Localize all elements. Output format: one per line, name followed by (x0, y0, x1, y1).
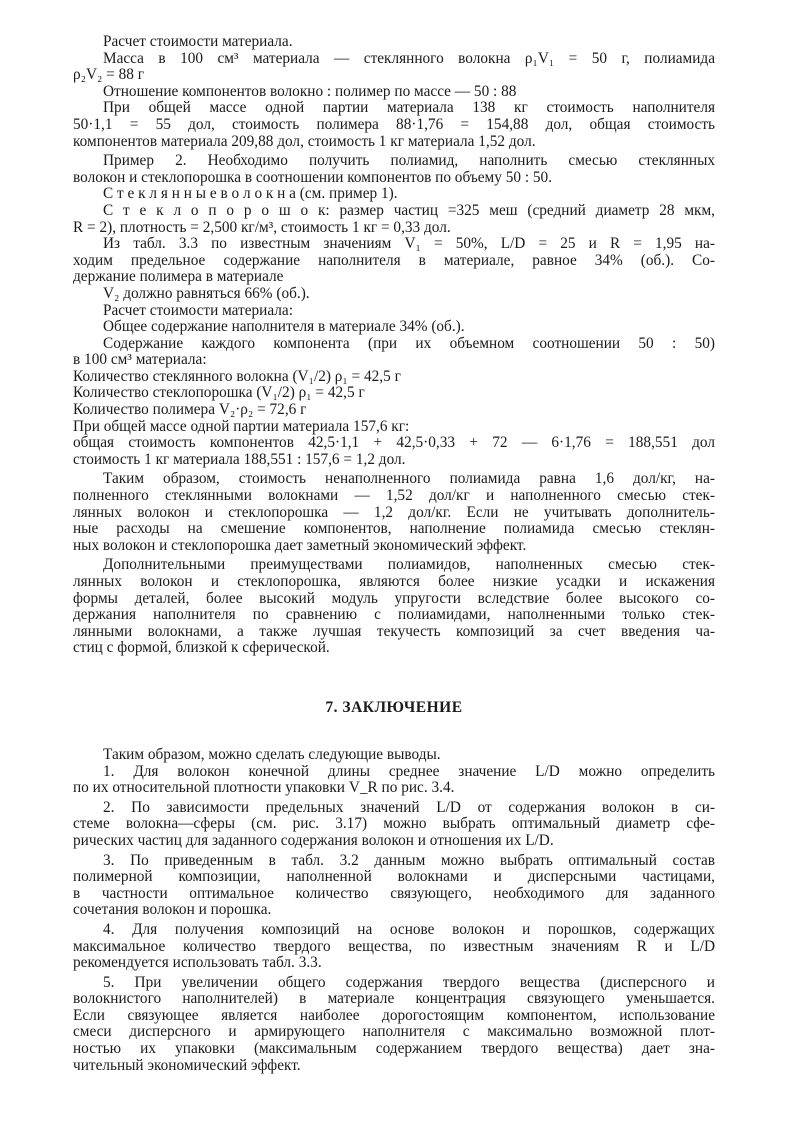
text-line: рекомендуется использовать табл. 3.3. (73, 954, 322, 972)
paragraph (73, 369, 715, 469)
paragraph (73, 975, 715, 1075)
text-line: рических частиц для заданного содержания волокон и отношения их L/D. (73, 831, 554, 849)
text-line: 5. При увеличении общего содержания твердого вещества (дисперсного и (103, 973, 715, 991)
text-line: С т е к л я н н ы е в о л о к н а (см. пример 1). (103, 185, 398, 203)
paragraph (73, 471, 715, 554)
text-line: держание полимера в материале (73, 268, 284, 286)
paragraph (73, 236, 715, 286)
paragraph (73, 557, 715, 657)
text-line: ных волокон и стеклопорошка дает заметный экономический эффект. (73, 536, 527, 554)
text-line: ρ₂V₂ = 88 г (73, 66, 145, 84)
paragraph (73, 286, 715, 303)
text-line: Если связующее является наиболее дорогостоящим компонентом, использование (73, 1006, 715, 1024)
text-line: 4. Для получения композиций на основе волокон и порошков, содержащих (103, 920, 715, 938)
text-line: максимальное количество твердого вещества, по известным значениям R и L/D (73, 937, 715, 955)
text-line: волокон и стеклопорошка в соотношении компонентов по объему 50 : 50. (73, 168, 553, 186)
text-line: ные расходы на смешение компонентов, наполнение полиамида смесью стеклян- (73, 520, 715, 538)
text-line: стоимость 1 кг материала 188,551 : 157,6 = 1,2 дол. (73, 450, 406, 468)
text-line: ностью их упаковки (максимальным содержанием твердого вещества) дает зна- (73, 1040, 715, 1058)
text-line: лянных волокон и стеклопорошка, являются более низкие усадки и искажения (73, 573, 715, 590)
text-line: Расчет стоимости материала. (103, 33, 293, 50)
text-line: полимерной композиции, наполненной волокнами и дисперсными частицами, (73, 868, 715, 886)
paragraph (73, 303, 715, 320)
text-line: компонентов материала 209,88 дол, стоимость 1 кг материала 1,52 дол. (73, 132, 536, 150)
text-line: стеме волокна—сферы (см. рис. 3.17) можно выбрать оптимальный диаметр сфе- (73, 815, 715, 833)
text-line: Дополнительными преимуществами полиамидов, наполненных смесью стек- (103, 556, 715, 574)
conclusion-text (73, 747, 715, 1074)
paragraph (73, 34, 715, 51)
text-line: Расчет стоимости материала: (103, 301, 293, 319)
text-line: При общей массе одной партии материала 157,6 кг: (73, 417, 410, 435)
paragraph (73, 853, 715, 919)
text-line: Таким образом, стоимость ненаполненного полиамида равна 1,6 дол/кг, на- (103, 470, 715, 488)
text-line: Общее содержание наполнителя в материале 34% (об.). (103, 318, 465, 336)
text-line: ходим предельное содержание наполнителя в материале, равное 34% (об.). Со- (73, 251, 715, 269)
text-line: формы деталей, более высокий модуль упругости вследствие более высокого со- (73, 589, 715, 607)
paragraph (73, 153, 715, 186)
text-line: общая стоимость компонентов 42,5·1,1 + 42,5·0,33 + 72 — 6·1,76 = 188,551 дол (73, 434, 715, 452)
paragraph (73, 51, 715, 84)
text-line: Пример 2. Необходимо получить полиамид, наполнить смесью стеклянных (103, 152, 715, 170)
text-line: в 100 см³ материала: (73, 351, 207, 369)
text-line: 1. Для волокон конечной длины среднее значение L/D можно определить (103, 762, 715, 780)
text-line: 3. По приведенным в табл. 3.2 данным можно выбрать оптимальный состав (103, 851, 715, 869)
text-line: Количество стеклопорошка (V₁/2) ρ₁ = 42,5 г (73, 384, 365, 402)
text-line: стиц с формой, близкой к сферической. (73, 639, 330, 657)
text-line: R = 2), плотность = 2,500 кг/м³, стоимость 1 кг = 0,33 дол. (73, 218, 451, 236)
text-line: 2. По зависимости предельных значений L/D от содержания волокон в си- (103, 798, 715, 816)
text-line: лянных волокон и стеклопорошка — 1,2 дол/кг. Если не учитывать дополнитель- (73, 503, 715, 521)
text-line: V₂ должно равняться 66% (об.). (103, 284, 310, 302)
section-title: 7. ЗАКЛЮЧЕНИЕ (325, 698, 463, 716)
text-line: Масса в 100 см³ материала — стеклянного волокна ρ₁V₁ = 50 г, полиамида (103, 49, 715, 67)
paragraph (73, 922, 715, 972)
text-line: Отношение компонентов волокно : полимер по массе — 50 : 88 (103, 82, 517, 100)
body-text (73, 34, 715, 657)
text-line: Из табл. 3.3 по известным значениям V₁ = 50%, L/D = 25 и R = 1,95 на- (103, 235, 715, 253)
text-line: смеси дисперсного и армирующего наполнителя с максимально возможной плот- (73, 1023, 715, 1041)
text-line: чительный экономический эффект. (73, 1056, 301, 1074)
text-line: волокнистого наполнителей) в материале концентрация связующего уменьшается. (73, 990, 715, 1008)
paragraph (73, 800, 715, 850)
text-line: лянными волокнами, а также лучшая текучесть композиций за счет введения ча- (73, 622, 715, 640)
text-line: Таким образом, можно сделать следующие выводы. (103, 745, 441, 763)
text-line: в частности оптимальное количество связующего, необходимого для заданного (73, 884, 715, 902)
text-line: полненного стеклянными волокнами — 1,52 дол/кг и наполненного смесью стек- (73, 487, 715, 505)
text-line: 50·1,1 = 55 дол, стоимость полимера 88·1,76 = 154,88 дол, общая стоимость (73, 115, 715, 133)
text-line: Количество стеклянного волокна (V₁/2) ρ₁ = 42,5 г (73, 367, 401, 385)
paragraph (73, 336, 715, 369)
text-line: сочетания волокон и порошка. (73, 901, 272, 919)
paragraph (73, 100, 715, 150)
text-line: Содержание каждого компонента (при их объемном соотношении 50 : 50) (103, 334, 715, 352)
paragraph (73, 747, 715, 764)
text-line: Количество полимера V₂·ρ₂ = 72,6 г (73, 401, 307, 419)
paragraph (73, 84, 715, 101)
paragraph (73, 203, 715, 236)
paragraph (73, 186, 715, 203)
text-line: С т е к л о п о р о ш о к: размер частиц =325 меш (средний диаметр 28 мкм, (103, 201, 715, 219)
paragraph (73, 319, 715, 336)
text-line: по их относительной плотности упаковки V_R по рис. 3.4. (73, 779, 455, 797)
text-line: При общей массе одной партии материала 138 кг стоимость наполнителя (103, 99, 715, 117)
paragraph (73, 764, 715, 797)
text-line: держания наполнителя по сравнению с полиамидами, наполненными только стек- (73, 606, 715, 624)
